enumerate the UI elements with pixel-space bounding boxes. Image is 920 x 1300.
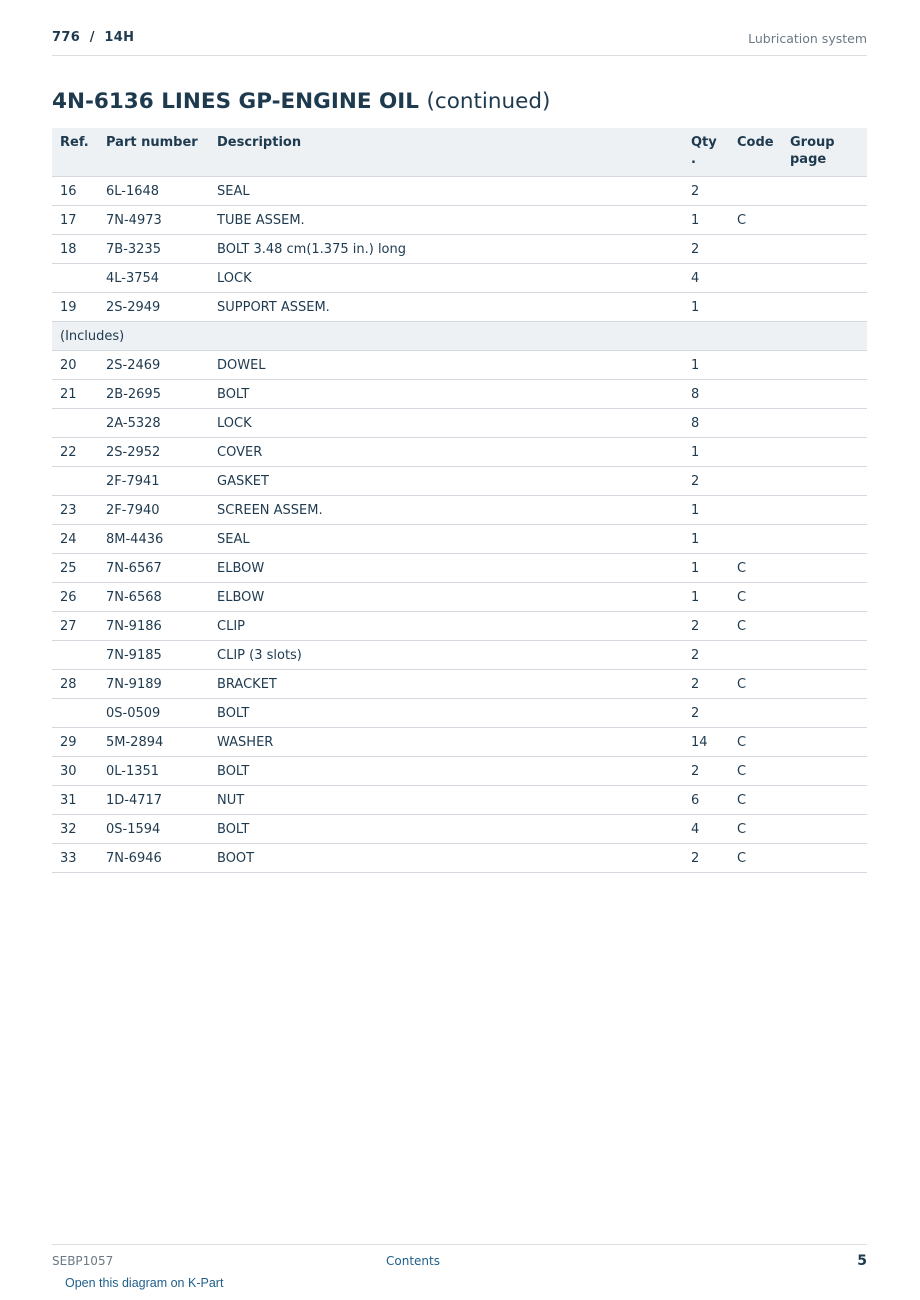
cell-part-number: 8M-4436 (98, 525, 209, 554)
cell-part-number: 5M-2894 (98, 728, 209, 757)
table-row (52, 786, 867, 815)
cell-code (729, 235, 782, 264)
cell-ref: 28 (52, 670, 98, 699)
cell-group-page (782, 264, 867, 293)
cell-part-number: 7N-6946 (98, 844, 209, 873)
cell-group-page (782, 496, 867, 525)
table-row (52, 235, 867, 264)
cell-ref (52, 699, 98, 728)
cell-code (729, 351, 782, 380)
cell-description: BOLT (209, 815, 683, 844)
cell-part-number: 6L-1648 (98, 177, 209, 206)
col-header-ref: Ref. (52, 128, 98, 177)
cell-code: C (729, 583, 782, 612)
cell-code: C (729, 728, 782, 757)
table-header-row (52, 128, 867, 177)
cell-qty: 4 (683, 815, 729, 844)
table-body (52, 177, 867, 873)
cell-description: SUPPORT ASSEM. (209, 293, 683, 322)
cell-group-page (782, 815, 867, 844)
cell-description: SCREEN ASSEM. (209, 496, 683, 525)
cell-part-number: 7N-6567 (98, 554, 209, 583)
cell-qty: 2 (683, 699, 729, 728)
table-row (52, 438, 867, 467)
cell-part-number: 7B-3235 (98, 235, 209, 264)
cell-description: DOWEL (209, 351, 683, 380)
cell-code (729, 467, 782, 496)
cell-group-page (782, 467, 867, 496)
cell-part-number: 7N-6568 (98, 583, 209, 612)
cell-ref (52, 409, 98, 438)
cell-description: NUT (209, 786, 683, 815)
cell-code (729, 177, 782, 206)
table-row (52, 670, 867, 699)
cell-code (729, 641, 782, 670)
cell-qty: 8 (683, 409, 729, 438)
cell-ref: 17 (52, 206, 98, 235)
parts-table (52, 128, 867, 873)
cell-description: BOLT (209, 757, 683, 786)
cell-code (729, 409, 782, 438)
cell-ref: 32 (52, 815, 98, 844)
cell-qty: 1 (683, 496, 729, 525)
cell-part-number: 7N-9185 (98, 641, 209, 670)
table-row (52, 206, 867, 235)
note-text: (Includes) (52, 322, 867, 351)
document-id: SEBP1057 (52, 1254, 114, 1268)
table-row (52, 844, 867, 873)
cell-part-number: 2S-2952 (98, 438, 209, 467)
cell-ref: 30 (52, 757, 98, 786)
cell-group-page (782, 177, 867, 206)
cell-part-number: 7N-9189 (98, 670, 209, 699)
cell-group-page (782, 293, 867, 322)
cell-ref: 20 (52, 351, 98, 380)
cell-part-number: 2S-2469 (98, 351, 209, 380)
cell-code (729, 438, 782, 467)
cell-qty: 2 (683, 670, 729, 699)
cell-part-number: 2F-7941 (98, 467, 209, 496)
cell-qty: 8 (683, 380, 729, 409)
cell-group-page (782, 554, 867, 583)
cell-ref (52, 264, 98, 293)
cell-description: BRACKET (209, 670, 683, 699)
col-header-group-page: Group page (782, 128, 867, 177)
cell-ref: 19 (52, 293, 98, 322)
title-suffix: (continued) (426, 89, 551, 114)
cell-description: BOOT (209, 844, 683, 873)
col-header-qty: Qty . (683, 128, 729, 177)
table-row (52, 815, 867, 844)
cell-ref: 31 (52, 786, 98, 815)
cell-group-page (782, 786, 867, 815)
contents-link[interactable]: Contents (386, 1254, 440, 1268)
cell-description: BOLT 3.48 cm(1.375 in.) long (209, 235, 683, 264)
cell-ref: 27 (52, 612, 98, 641)
table-row (52, 728, 867, 757)
cell-group-page (782, 206, 867, 235)
cell-group-page (782, 670, 867, 699)
cell-code (729, 525, 782, 554)
cell-part-number: 0S-1594 (98, 815, 209, 844)
cell-ref: 23 (52, 496, 98, 525)
cell-code (729, 380, 782, 409)
cell-group-page (782, 380, 867, 409)
cell-qty: 1 (683, 554, 729, 583)
cell-description: SEAL (209, 177, 683, 206)
cell-part-number: 0L-1351 (98, 757, 209, 786)
cell-ref: 22 (52, 438, 98, 467)
cell-qty: 2 (683, 235, 729, 264)
cell-code: C (729, 612, 782, 641)
cell-qty: 1 (683, 351, 729, 380)
table-row (52, 293, 867, 322)
cell-ref: 21 (52, 380, 98, 409)
cell-code: C (729, 786, 782, 815)
cell-qty: 2 (683, 844, 729, 873)
table-row (52, 177, 867, 206)
kpart-link[interactable]: Open this diagram on K-Part (65, 1276, 224, 1290)
cell-description: TUBE ASSEM. (209, 206, 683, 235)
cell-code: C (729, 757, 782, 786)
cell-group-page (782, 612, 867, 641)
cell-group-page (782, 728, 867, 757)
col-header-description: Description (209, 128, 683, 177)
cell-description: ELBOW (209, 554, 683, 583)
table-row (52, 264, 867, 293)
cell-ref (52, 641, 98, 670)
cell-code: C (729, 554, 782, 583)
page-title (52, 89, 550, 114)
cell-description: ELBOW (209, 583, 683, 612)
cell-description: WASHER (209, 728, 683, 757)
cell-ref: 26 (52, 583, 98, 612)
cell-part-number: 7N-4973 (98, 206, 209, 235)
cell-qty: 1 (683, 525, 729, 554)
cell-part-number: 4L-3754 (98, 264, 209, 293)
cell-description: BOLT (209, 699, 683, 728)
cell-description: GASKET (209, 467, 683, 496)
cell-group-page (782, 844, 867, 873)
cell-qty: 1 (683, 583, 729, 612)
cell-qty: 2 (683, 612, 729, 641)
page-header (52, 28, 867, 56)
cell-code (729, 264, 782, 293)
cell-qty: 1 (683, 206, 729, 235)
cell-group-page (782, 235, 867, 264)
cell-qty: 2 (683, 757, 729, 786)
cell-part-number: 0S-0509 (98, 699, 209, 728)
table-row (52, 496, 867, 525)
table-row (52, 699, 867, 728)
cell-code: C (729, 670, 782, 699)
cell-code (729, 496, 782, 525)
cell-ref: 25 (52, 554, 98, 583)
table-row (52, 380, 867, 409)
cell-description: SEAL (209, 525, 683, 554)
cell-group-page (782, 438, 867, 467)
table-row (52, 757, 867, 786)
cell-part-number: 2B-2695 (98, 380, 209, 409)
page-number: 5 (857, 1253, 867, 1269)
table-note-row (52, 322, 867, 351)
cell-group-page (782, 757, 867, 786)
cell-code: C (729, 815, 782, 844)
cell-qty: 14 (683, 728, 729, 757)
cell-code: C (729, 206, 782, 235)
cell-part-number: 2S-2949 (98, 293, 209, 322)
cell-qty: 1 (683, 293, 729, 322)
cell-ref: 33 (52, 844, 98, 873)
cell-qty: 2 (683, 467, 729, 496)
cell-code: C (729, 844, 782, 873)
cell-group-page (782, 641, 867, 670)
cell-ref: 18 (52, 235, 98, 264)
col-header-code: Code (729, 128, 782, 177)
cell-description: BOLT (209, 380, 683, 409)
col-header-part-number: Part number (98, 128, 209, 177)
cell-qty: 2 (683, 177, 729, 206)
cell-qty: 4 (683, 264, 729, 293)
cell-description: COVER (209, 438, 683, 467)
cell-description: CLIP (3 slots) (209, 641, 683, 670)
cell-group-page (782, 409, 867, 438)
cell-ref (52, 467, 98, 496)
cell-group-page (782, 583, 867, 612)
table-row (52, 641, 867, 670)
cell-ref: 29 (52, 728, 98, 757)
cell-part-number: 1D-4717 (98, 786, 209, 815)
table-row (52, 525, 867, 554)
cell-group-page (782, 351, 867, 380)
cell-code (729, 293, 782, 322)
cell-ref: 24 (52, 525, 98, 554)
cell-group-page (782, 699, 867, 728)
table-row (52, 467, 867, 496)
cell-code (729, 699, 782, 728)
table-row (52, 612, 867, 641)
title-main: 4N-6136 LINES GP-ENGINE OIL (52, 89, 419, 114)
cell-qty: 1 (683, 438, 729, 467)
cell-qty: 2 (683, 641, 729, 670)
cell-part-number: 7N-9186 (98, 612, 209, 641)
table-row (52, 554, 867, 583)
cell-part-number: 2A-5328 (98, 409, 209, 438)
table-row (52, 409, 867, 438)
cell-ref: 16 (52, 177, 98, 206)
model-label: 776 / 14H (52, 30, 135, 45)
cell-group-page (782, 525, 867, 554)
section-label: Lubrication system (748, 31, 867, 46)
cell-description: LOCK (209, 409, 683, 438)
cell-description: CLIP (209, 612, 683, 641)
cell-qty: 6 (683, 786, 729, 815)
cell-part-number: 2F-7940 (98, 496, 209, 525)
table-row (52, 351, 867, 380)
page-footer (52, 1244, 867, 1275)
table-row (52, 583, 867, 612)
cell-description: LOCK (209, 264, 683, 293)
